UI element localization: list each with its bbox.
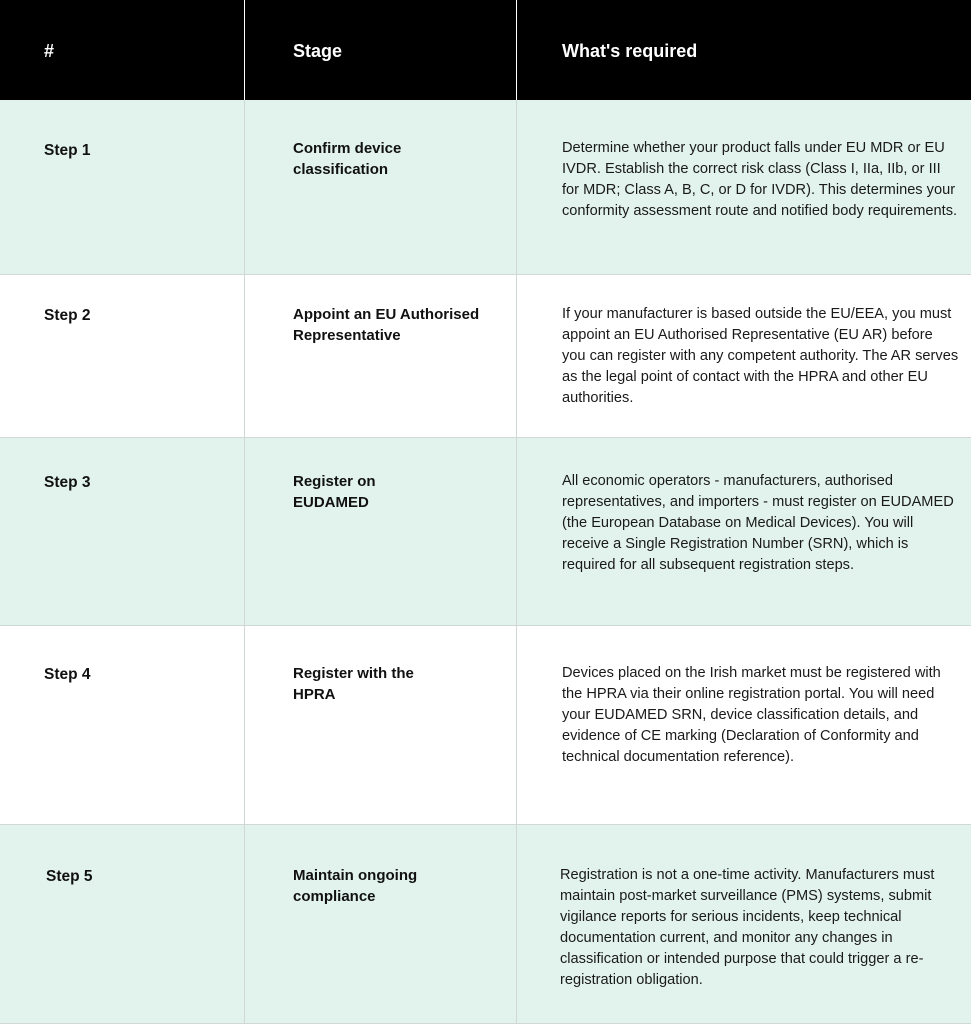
- step-cell: [0, 626, 244, 824]
- required-cell: [516, 438, 971, 625]
- table-row: [0, 438, 971, 626]
- table-row: [0, 100, 971, 275]
- step-cell: [0, 438, 244, 625]
- table-row: [0, 626, 971, 825]
- step-label: Step 2: [44, 307, 91, 324]
- step-label: Step 4: [44, 666, 91, 683]
- header-cell-number: [0, 0, 244, 100]
- stage-label: Confirm device classification: [293, 140, 402, 178]
- stage-label: Maintain ongoing compliance: [293, 867, 418, 905]
- required-text: Registration is not a one-time activity. Manufacturers must maintain post-market surveillance (PMS) systems, submit vigilance reports for serious incidents, keep technical documentation current, and monitor any changes in classification or intended purpose that could trigger a re-registration obligation.: [560, 867, 935, 988]
- required-cell: [516, 825, 971, 1023]
- step-cell: [0, 825, 244, 1023]
- step-label: Step 3: [44, 474, 91, 491]
- stage-label: Register with the HPRA: [293, 665, 414, 703]
- stage-label: Appoint an EU Authorised Representative: [293, 306, 480, 344]
- header-required-label: What's required: [562, 41, 698, 61]
- stage-label: Register on EUDAMED: [293, 473, 376, 511]
- step-label: Step 5: [46, 868, 93, 885]
- required-text: Determine whether your product falls under EU MDR or EU IVDR. Establish the correct risk class (Class I, IIa, IIb, or III for MDR; Class A, B, C, or D for IVDR). This determines your conformity assessment route and notified body requirements.: [562, 140, 958, 219]
- header-cell-stage: [244, 0, 516, 100]
- stage-cell: [244, 825, 516, 1023]
- stage-cell: [244, 100, 516, 274]
- stage-cell: [244, 626, 516, 824]
- required-cell: [516, 100, 971, 274]
- step-label: Step 1: [44, 142, 91, 159]
- stage-cell: [244, 275, 516, 437]
- required-text: All economic operators - manufacturers, authorised representatives, and importers - must register on EUDAMED (the European Database on Medical Devices). You will receive a Single Registration Number (SRN), which is required for all subsequent registration steps.: [562, 473, 954, 573]
- table-row: [0, 275, 971, 438]
- table-row: [0, 825, 971, 1024]
- header-cell-required: [516, 0, 971, 100]
- required-cell: [516, 275, 971, 437]
- required-text: If your manufacturer is based outside the EU/EEA, you must appoint an EU Authorised Representative (EU AR) before you can register with any competent authority. The AR serves as the legal point of contact with the HPRA and other EU authorities.: [562, 306, 959, 406]
- header-number-label: #: [44, 41, 55, 61]
- table-header: [0, 0, 971, 100]
- required-text: Devices placed on the Irish market must be registered with the HPRA via their online registration portal. You will need your EUDAMED SRN, device classification details, and evidence of CE marking (Declaration of Conformity and technical documentation reference).: [562, 665, 941, 765]
- step-cell: [0, 100, 244, 274]
- step-cell: [0, 275, 244, 437]
- required-cell: [516, 626, 971, 824]
- stage-cell: [244, 438, 516, 625]
- header-stage-label: Stage: [293, 41, 343, 61]
